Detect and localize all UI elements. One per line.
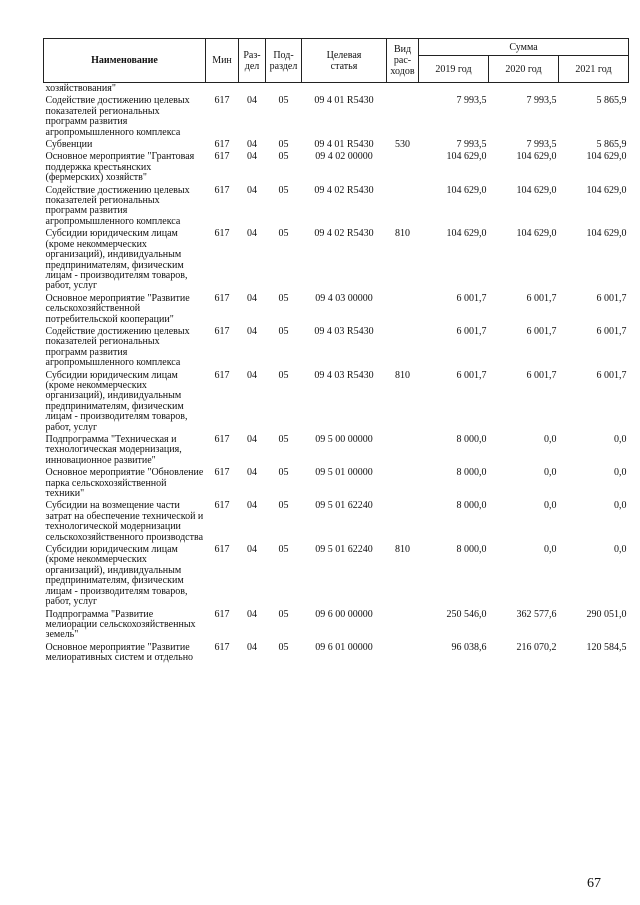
row-2021: 0,0 bbox=[614, 500, 627, 512]
table-row bbox=[44, 609, 629, 642]
row-target: 09 4 02 R5430 bbox=[314, 228, 374, 240]
row-razdel: 04 bbox=[247, 369, 257, 381]
row-podrazdel: 05 bbox=[278, 95, 289, 107]
row-min: 617 bbox=[214, 369, 230, 381]
table-row bbox=[44, 228, 629, 292]
row-min: 617 bbox=[214, 139, 230, 151]
row-min: 617 bbox=[214, 292, 230, 304]
row-2021: 6 001,7 bbox=[596, 325, 627, 337]
row-vid bbox=[387, 83, 419, 96]
row-2020: 7 993,5 bbox=[526, 95, 557, 107]
row-vid bbox=[387, 293, 419, 326]
row-vid bbox=[387, 609, 419, 642]
table-header bbox=[44, 39, 629, 83]
row-min: 617 bbox=[214, 544, 230, 556]
row-razdel: 04 bbox=[247, 292, 257, 304]
row-2019: 104 629,0 bbox=[446, 228, 487, 240]
row-min: 617 bbox=[214, 228, 230, 240]
row-vid bbox=[387, 467, 419, 500]
row-2020: 0,0 bbox=[544, 467, 557, 479]
row-name: Субсидии юридическим лицам (кроме некоммерческих организаций), индивидуальным предпринимателям, физическим лицам - производителям товаров, работ, услуг bbox=[45, 228, 188, 292]
row-2019: 8 000,0 bbox=[456, 500, 487, 512]
row-name: Субсидии на возмещение части затрат на обеспечение технической и технологической модернизации сельскохозяйственного производства bbox=[45, 500, 204, 543]
row-target: 09 4 02 R5430 bbox=[314, 184, 374, 196]
row-podrazdel: 05 bbox=[278, 325, 289, 337]
row-2019: 8 000,0 bbox=[456, 467, 487, 479]
row-2021: 0,0 bbox=[614, 467, 627, 479]
row-razdel: 04 bbox=[247, 184, 257, 196]
row-2019: 96 038,6 bbox=[451, 641, 487, 653]
table-row bbox=[44, 83, 629, 96]
row-2021: 104 629,0 bbox=[586, 184, 627, 196]
row-2020: 6 001,7 bbox=[526, 369, 557, 381]
table-row bbox=[44, 434, 629, 467]
row-name: Субсидии юридическим лицам (кроме некоммерческих организаций), индивидуальным предпринимателям, физическим лицам - производителям товаров, работ, услуг bbox=[45, 369, 188, 433]
row-2021: 6 001,7 bbox=[596, 369, 627, 381]
header-2021: 2021 год bbox=[559, 56, 629, 83]
row-2019: 250 546,0 bbox=[446, 608, 487, 620]
row-2021: 0,0 bbox=[614, 434, 627, 445]
row-podrazdel: 05 bbox=[278, 184, 289, 196]
row-target: 09 5 01 62240 bbox=[315, 544, 373, 556]
header-min: Мин bbox=[206, 39, 239, 83]
row-2021 bbox=[559, 83, 629, 96]
row-min: 617 bbox=[214, 325, 230, 337]
row-razdel: 04 bbox=[247, 325, 257, 337]
row-podrazdel: 05 bbox=[278, 641, 289, 653]
row-podrazdel: 05 bbox=[278, 608, 289, 620]
row-2019: 8 000,0 bbox=[456, 544, 487, 556]
row-razdel: 04 bbox=[247, 228, 257, 240]
row-podrazdel: 05 bbox=[278, 544, 289, 556]
row-min: 617 bbox=[214, 500, 230, 512]
row-2020: 6 001,7 bbox=[526, 292, 557, 304]
row-target: 09 5 01 62240 bbox=[315, 500, 373, 512]
header-target: Целевая статья bbox=[302, 39, 387, 83]
row-razdel bbox=[239, 83, 266, 96]
header-2020: 2020 год bbox=[489, 56, 559, 83]
row-target: 09 4 03 00000 bbox=[315, 292, 373, 304]
row-2020: 0,0 bbox=[544, 544, 557, 556]
table-row bbox=[44, 151, 629, 184]
row-2019: 6 001,7 bbox=[456, 325, 487, 337]
row-razdel: 04 bbox=[247, 641, 257, 653]
page-number: 67 bbox=[587, 876, 601, 891]
row-2021: 290 051,0 bbox=[586, 608, 627, 620]
row-target: 09 6 01 00000 bbox=[315, 641, 373, 653]
table-row bbox=[44, 139, 629, 151]
row-razdel: 04 bbox=[247, 434, 257, 445]
row-podrazdel: 05 bbox=[278, 369, 289, 381]
row-podrazdel: 05 bbox=[278, 151, 289, 163]
row-name: Основное мероприятие "Развитие мелиоративных систем и отдельно bbox=[45, 641, 194, 664]
header-vid: Вид рас- ходов bbox=[387, 39, 419, 83]
row-target: 09 4 01 R5430 bbox=[314, 95, 374, 107]
row-2020 bbox=[489, 83, 559, 96]
row-podrazdel: 05 bbox=[278, 139, 289, 151]
row-2020: 216 070,2 bbox=[516, 641, 557, 653]
row-min: 617 bbox=[214, 641, 230, 653]
row-2020: 362 577,6 bbox=[516, 608, 557, 620]
row-vid: 530 bbox=[395, 139, 410, 151]
row-vid: 810 bbox=[395, 228, 410, 240]
table-row bbox=[44, 500, 629, 544]
row-2020: 104 629,0 bbox=[516, 228, 557, 240]
row-name: Субсидии юридическим лицам (кроме некоммерческих организаций), индивидуальным предпринимателям, физическим лицам - производителям товаров, работ, услуг bbox=[45, 544, 188, 608]
row-2020: 6 001,7 bbox=[526, 325, 557, 337]
row-razdel: 04 bbox=[247, 151, 257, 163]
row-razdel: 04 bbox=[247, 608, 257, 620]
row-target bbox=[302, 83, 387, 96]
row-2019 bbox=[419, 83, 489, 96]
row-name: Содействие достижению целевых показателей региональных программ развития агропромышленного комплекса bbox=[45, 325, 190, 369]
row-vid: 810 bbox=[395, 544, 410, 556]
row-2019: 7 993,5 bbox=[456, 95, 487, 107]
row-2021: 0,0 bbox=[614, 544, 627, 556]
row-2020: 0,0 bbox=[544, 434, 557, 445]
table-body bbox=[44, 83, 629, 665]
row-2020: 7 993,5 bbox=[526, 139, 557, 151]
row-podrazdel: 05 bbox=[278, 434, 289, 445]
row-podrazdel: 05 bbox=[278, 228, 289, 240]
row-name: Основное мероприятие "Обновление парка сельскохозяйственной техники" bbox=[45, 467, 204, 500]
row-vid: 810 bbox=[395, 369, 410, 381]
row-name: Основное мероприятие "Грантовая поддержка крестьянских (фермерских) хозяйств" bbox=[45, 151, 195, 184]
row-target: 09 6 00 00000 bbox=[315, 608, 373, 620]
table-row bbox=[44, 642, 629, 665]
row-target: 09 4 03 R5430 bbox=[314, 369, 374, 381]
row-podrazdel: 05 bbox=[278, 467, 289, 479]
row-name: Содействие достижению целевых показателей региональных программ развития агропромышленного комплекса bbox=[45, 95, 190, 138]
header-2019: 2019 год bbox=[419, 56, 489, 83]
table-row bbox=[44, 95, 629, 139]
row-podrazdel: 05 bbox=[278, 292, 289, 304]
row-name: Субвенции bbox=[45, 139, 93, 151]
row-name: Подпрограмма "Техническая и технологическая модернизация, инновационное развитие" bbox=[45, 434, 182, 466]
row-min: 617 bbox=[214, 434, 230, 445]
row-2019: 6 001,7 bbox=[456, 369, 487, 381]
table-row bbox=[44, 185, 629, 229]
row-razdel: 04 bbox=[247, 500, 257, 512]
row-razdel: 04 bbox=[247, 467, 257, 479]
table-row bbox=[44, 326, 629, 370]
budget-table bbox=[43, 38, 629, 665]
row-vid bbox=[387, 642, 419, 665]
row-vid bbox=[387, 185, 419, 229]
row-2020: 0,0 bbox=[544, 500, 557, 512]
row-2021: 104 629,0 bbox=[586, 228, 627, 240]
header-name: Наименование bbox=[44, 39, 206, 83]
row-2020: 104 629,0 bbox=[516, 151, 557, 163]
row-min: 617 bbox=[214, 184, 230, 196]
header-podrazdel: Под- раздел bbox=[266, 39, 302, 83]
row-razdel: 04 bbox=[247, 95, 257, 107]
row-2019: 104 629,0 bbox=[446, 184, 487, 196]
row-podrazdel bbox=[266, 83, 302, 96]
row-name: Подпрограмма "Развитие мелиорации сельскохозяйственных земель" bbox=[45, 608, 196, 641]
row-target: 09 4 03 R5430 bbox=[314, 325, 374, 337]
row-target: 09 5 01 00000 bbox=[315, 467, 373, 479]
table-row bbox=[44, 467, 629, 500]
table-row bbox=[44, 544, 629, 608]
row-2021: 120 584,5 bbox=[586, 641, 627, 653]
header-sum: Сумма bbox=[419, 39, 629, 56]
row-2019: 104 629,0 bbox=[446, 151, 487, 163]
row-2021: 5 865,9 bbox=[596, 95, 627, 107]
row-target: 09 4 01 R5430 bbox=[314, 139, 374, 151]
row-2020: 104 629,0 bbox=[516, 184, 557, 196]
row-target: 09 5 00 00000 bbox=[315, 434, 373, 445]
row-min: 617 bbox=[214, 608, 230, 620]
row-min bbox=[206, 83, 239, 96]
row-podrazdel: 05 bbox=[278, 500, 289, 512]
row-vid bbox=[387, 500, 419, 544]
row-min: 617 bbox=[214, 95, 230, 107]
row-min: 617 bbox=[214, 467, 230, 479]
row-vid bbox=[387, 151, 419, 184]
row-min: 617 bbox=[214, 151, 230, 163]
table-row bbox=[44, 293, 629, 326]
row-razdel: 04 bbox=[247, 544, 257, 556]
row-name: хозяйствования" bbox=[45, 83, 116, 94]
row-razdel: 04 bbox=[247, 139, 257, 151]
row-vid bbox=[387, 434, 419, 467]
row-2021: 6 001,7 bbox=[596, 292, 627, 304]
row-name: Содействие достижению целевых показателей региональных программ развития агропромышленного комплекса bbox=[45, 184, 190, 227]
row-2019: 8 000,0 bbox=[456, 434, 487, 445]
row-target: 09 4 02 00000 bbox=[315, 151, 373, 163]
table-row bbox=[44, 370, 629, 434]
row-vid bbox=[387, 95, 419, 139]
row-2019: 7 993,5 bbox=[456, 139, 487, 151]
row-2021: 104 629,0 bbox=[586, 151, 627, 163]
row-name: Основное мероприятие "Развитие сельскохозяйственной потребительской кооперации" bbox=[45, 292, 190, 325]
row-2021: 5 865,9 bbox=[596, 139, 627, 151]
row-vid bbox=[387, 326, 419, 370]
row-2019: 6 001,7 bbox=[456, 292, 487, 304]
header-razdel: Раз- дел bbox=[239, 39, 266, 83]
